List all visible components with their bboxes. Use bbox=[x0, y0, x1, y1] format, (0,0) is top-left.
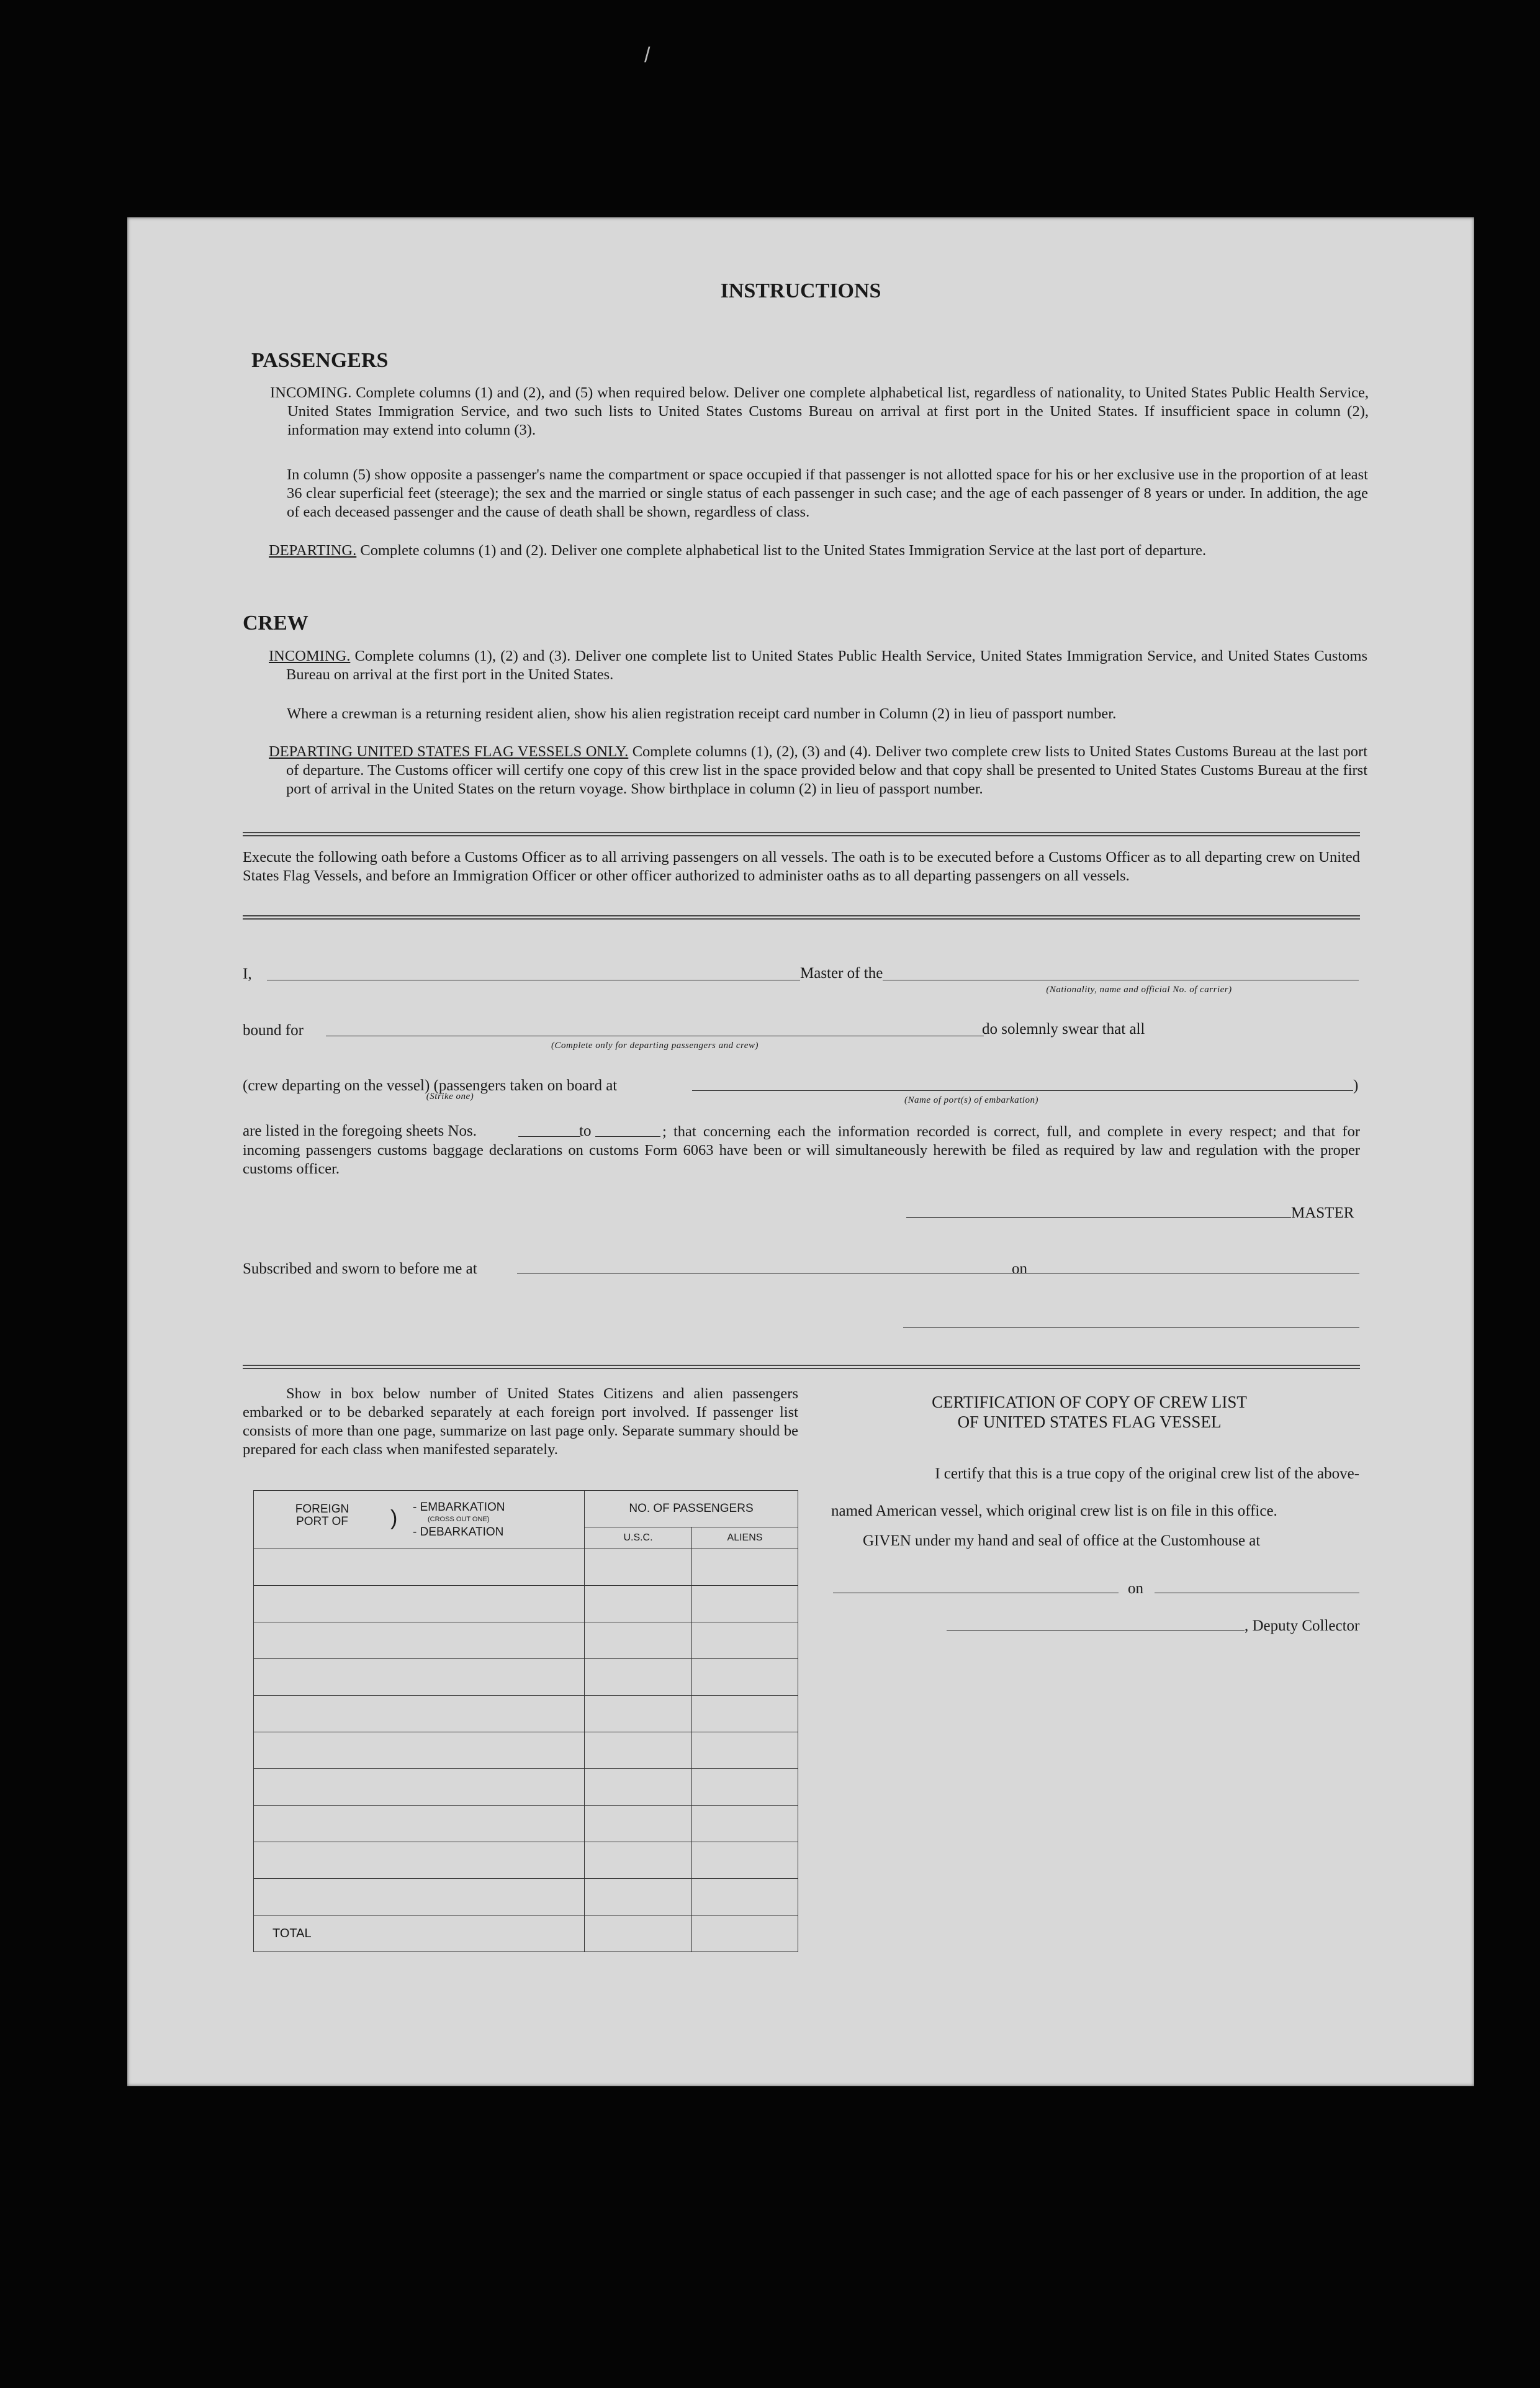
table-row bbox=[254, 1806, 798, 1842]
table-row bbox=[254, 1696, 798, 1732]
table-row bbox=[254, 1586, 798, 1622]
usc-cell[interactable] bbox=[585, 1659, 692, 1696]
crew-departing-paragraph bbox=[269, 743, 1367, 798]
crew-resident-text: Where a crewman is a returning resident alien, show his alien registration receipt card number in Column (2) in lieu of passport number. bbox=[287, 705, 1117, 722]
crew-departing-tag: DEPARTING UNITED STATES FLAG VESSELS ONLY. bbox=[269, 743, 629, 760]
aliens-cell[interactable] bbox=[692, 1622, 798, 1659]
summary-instruction-paragraph bbox=[243, 1385, 798, 1459]
oath-bound-for-label: bound for bbox=[243, 1022, 304, 1039]
passengers-heading: PASSENGERS bbox=[251, 349, 389, 372]
master-signature-line[interactable] bbox=[906, 1217, 1291, 1218]
table-row bbox=[254, 1549, 798, 1586]
oath-swear-label: do solemnly swear that all bbox=[982, 1021, 1145, 1038]
certify-line-2: named American vessel, which original crew list is on file in this office. bbox=[831, 1503, 1277, 1519]
port-cell[interactable] bbox=[254, 1696, 585, 1732]
cross-out-label: (CROSS OUT ONE) bbox=[428, 1516, 490, 1523]
aliens-cell[interactable] bbox=[692, 1549, 798, 1586]
debarkation-label: - DEBARKATION bbox=[413, 1526, 504, 1539]
divider-rule bbox=[243, 915, 1360, 920]
port-cell[interactable] bbox=[254, 1586, 585, 1622]
foreign-port-label: FOREIGN PORT OF bbox=[295, 1503, 349, 1528]
subscribed-on-label: on bbox=[1012, 1260, 1027, 1277]
passengers-incoming-paragraph bbox=[270, 384, 1369, 440]
port-cell[interactable] bbox=[254, 1659, 585, 1696]
given-text: GIVEN under my hand and seal of office at the Customhouse at bbox=[863, 1532, 1261, 1549]
table-row bbox=[254, 1622, 798, 1659]
table-row bbox=[254, 1879, 798, 1915]
passengers-departing-text: Complete columns (1) and (2). Deliver one complete alphabetical list to the United States Immigration Service at the last port of departure. bbox=[356, 542, 1207, 559]
port-cell[interactable] bbox=[254, 1622, 585, 1659]
port-cell[interactable] bbox=[254, 1769, 585, 1806]
table-row bbox=[254, 1659, 798, 1696]
header-mark: / bbox=[644, 43, 651, 67]
usc-cell[interactable] bbox=[585, 1549, 692, 1586]
passengers-column5-text: In column (5) show opposite a passenger's name the compartment or space occupied if that passenger is not allotted space for his or her exclusive use in the proportion of at least 36 clear superficial feet (steerage); the sex and the married or single status of each passenger in such case; and the age of each passenger of 8 years or under. In addition, the age of each deceased passenger and the cause of death shall be shown, regardless of class. bbox=[287, 466, 1368, 520]
brace-left: ) bbox=[390, 1506, 398, 1530]
passengers-departing-paragraph bbox=[269, 541, 1367, 560]
passengers-incoming-tag: INCOMING. bbox=[270, 384, 352, 401]
officer-signature-line[interactable] bbox=[903, 1327, 1359, 1328]
crew-incoming-tag: INCOMING. bbox=[269, 648, 351, 664]
total-usc-cell[interactable] bbox=[585, 1915, 692, 1952]
subscribed-label: Subscribed and sworn to before me at bbox=[243, 1260, 477, 1277]
crew-incoming-text: Complete columns (1), (2) and (3). Deliver one complete list to United States Public Health Service, United States Immigration Service, and United States Customs Bureau on arrival at the first port in the United States. bbox=[286, 648, 1367, 683]
certification-on-label: on bbox=[1128, 1580, 1143, 1597]
table-row bbox=[254, 1842, 798, 1879]
summary-instruction-text: Show in box below number of United States Citizens and alien passengers embarked or to be debarked separately at each foreign port involved. If passenger list consists of more than one page, summarize on last page only. Separate summary should be prepared for each class when manifested separately. bbox=[243, 1385, 798, 1458]
crew-heading: CREW bbox=[243, 612, 308, 635]
passengers-departing-tag: DEPARTING. bbox=[269, 542, 357, 559]
usc-cell[interactable] bbox=[585, 1879, 692, 1915]
oath-instruction-paragraph bbox=[243, 848, 1360, 885]
oath-master-of-label: Master of the bbox=[800, 965, 883, 982]
foreign-port-header bbox=[254, 1491, 585, 1549]
crew-resident-paragraph bbox=[287, 705, 1368, 723]
oath-to-label: to bbox=[579, 1123, 592, 1139]
usc-cell[interactable] bbox=[585, 1696, 692, 1732]
oath-i-label: I, bbox=[243, 966, 252, 982]
port-cell[interactable] bbox=[254, 1879, 585, 1915]
table-row bbox=[254, 1769, 798, 1806]
usc-cell[interactable] bbox=[585, 1769, 692, 1806]
aliens-cell[interactable] bbox=[692, 1659, 798, 1696]
usc-cell[interactable] bbox=[585, 1622, 692, 1659]
form-page bbox=[127, 217, 1474, 2086]
usc-header: U.S.C. bbox=[585, 1527, 692, 1549]
aliens-cell[interactable] bbox=[692, 1879, 798, 1915]
divider-rule bbox=[243, 832, 1360, 836]
aliens-cell[interactable] bbox=[692, 1586, 798, 1622]
usc-cell[interactable] bbox=[585, 1806, 692, 1842]
oath-listed-paragraph bbox=[243, 1123, 1360, 1178]
aliens-header: ALIENS bbox=[692, 1527, 798, 1549]
oath-nationality-caption: (Nationality, name and official No. of carrier) bbox=[1046, 985, 1232, 995]
aliens-cell[interactable] bbox=[692, 1732, 798, 1769]
certification-heading bbox=[841, 1392, 1338, 1432]
oath-port-line[interactable] bbox=[692, 1090, 1353, 1091]
certification-heading-line1: CERTIFICATION OF COPY OF CREW LIST bbox=[932, 1393, 1247, 1411]
oath-strike-caption: (Strike one) bbox=[426, 1092, 474, 1101]
page-title: INSTRUCTIONS bbox=[720, 279, 881, 302]
oath-listed-label: are listed in the foregoing sheets Nos. bbox=[243, 1123, 477, 1139]
oath-ports-caption: (Name of port(s) of embarkation) bbox=[904, 1095, 1038, 1105]
passengers-incoming-text: Complete columns (1) and (2), and (5) when required below. Deliver one complete alphabetical list, regardless of nationality, to United States Public Health Service, United States Immigration Service, and two such lists to United States Customs Bureau on arrival at first port in the United States. If insufficient space in column (2), information may extend into column (3). bbox=[287, 384, 1369, 438]
port-cell[interactable] bbox=[254, 1806, 585, 1842]
crew-departing-text: Complete columns (1), (2), (3) and (4). Deliver two complete crew lists to United States Customs Bureau at the last port of departure. The Customs officer will certify one copy of this crew list in the space provided below and that copy shall be presented to United States Customs Bureau at the first port of arrival in the United States on the return voyage. Show birthplace in column (2) in lieu of passport number. bbox=[286, 743, 1367, 797]
aliens-cell[interactable] bbox=[692, 1806, 798, 1842]
no-passengers-header: NO. OF PASSENGERS bbox=[585, 1491, 798, 1527]
summary-body bbox=[254, 1549, 798, 1952]
total-aliens-cell[interactable] bbox=[692, 1915, 798, 1952]
port-cell[interactable] bbox=[254, 1842, 585, 1879]
oath-instruction-text: Execute the following oath before a Customs Officer as to all arriving passengers on all vessels. The oath is to be executed before a Customs Officer as to all departing crew on United States Flag Vessels, and before an Immigration Officer or other officer authorized to administer oaths as to all departing passengers on all vessels. bbox=[243, 849, 1360, 884]
oath-departing-caption: (Complete only for departing passengers and crew) bbox=[551, 1041, 759, 1051]
certification-heading-line2: OF UNITED STATES FLAG VESSEL bbox=[957, 1413, 1222, 1431]
port-cell[interactable] bbox=[254, 1732, 585, 1769]
aliens-cell[interactable] bbox=[692, 1696, 798, 1732]
divider-rule bbox=[243, 1365, 1360, 1369]
usc-cell[interactable] bbox=[585, 1586, 692, 1622]
passengers-column5-paragraph bbox=[287, 466, 1368, 522]
oath-listed-text: ; that concerning each the information recorded is correct, full, and complete in every respect; and that for incoming passengers customs baggage declarations on customs Form 6063 have been or will simultaneously herewith be filed as required by law and regulation with the proper customs officer. bbox=[243, 1123, 1360, 1177]
aliens-cell[interactable] bbox=[692, 1769, 798, 1806]
table-row bbox=[254, 1732, 798, 1769]
port-cell[interactable] bbox=[254, 1549, 585, 1586]
deputy-collector-label: , Deputy Collector bbox=[1245, 1617, 1360, 1634]
usc-cell[interactable] bbox=[585, 1732, 692, 1769]
oath-close-paren: ) bbox=[1353, 1077, 1359, 1094]
certify-line-1: I certify that this is a true copy of the original crew list of the above- bbox=[935, 1465, 1359, 1482]
aliens-cell[interactable] bbox=[692, 1842, 798, 1879]
passenger-summary-table bbox=[253, 1490, 798, 1952]
master-label: MASTER bbox=[1291, 1205, 1354, 1221]
oath-crew-departing-label: (crew departing on the vessel) (passengers taken on board at bbox=[243, 1077, 618, 1094]
embarkation-label: - EMBARKATION bbox=[413, 1501, 505, 1514]
crew-incoming-paragraph bbox=[269, 647, 1367, 684]
total-label: TOTAL bbox=[254, 1915, 585, 1952]
usc-cell[interactable] bbox=[585, 1842, 692, 1879]
total-row bbox=[254, 1915, 798, 1952]
